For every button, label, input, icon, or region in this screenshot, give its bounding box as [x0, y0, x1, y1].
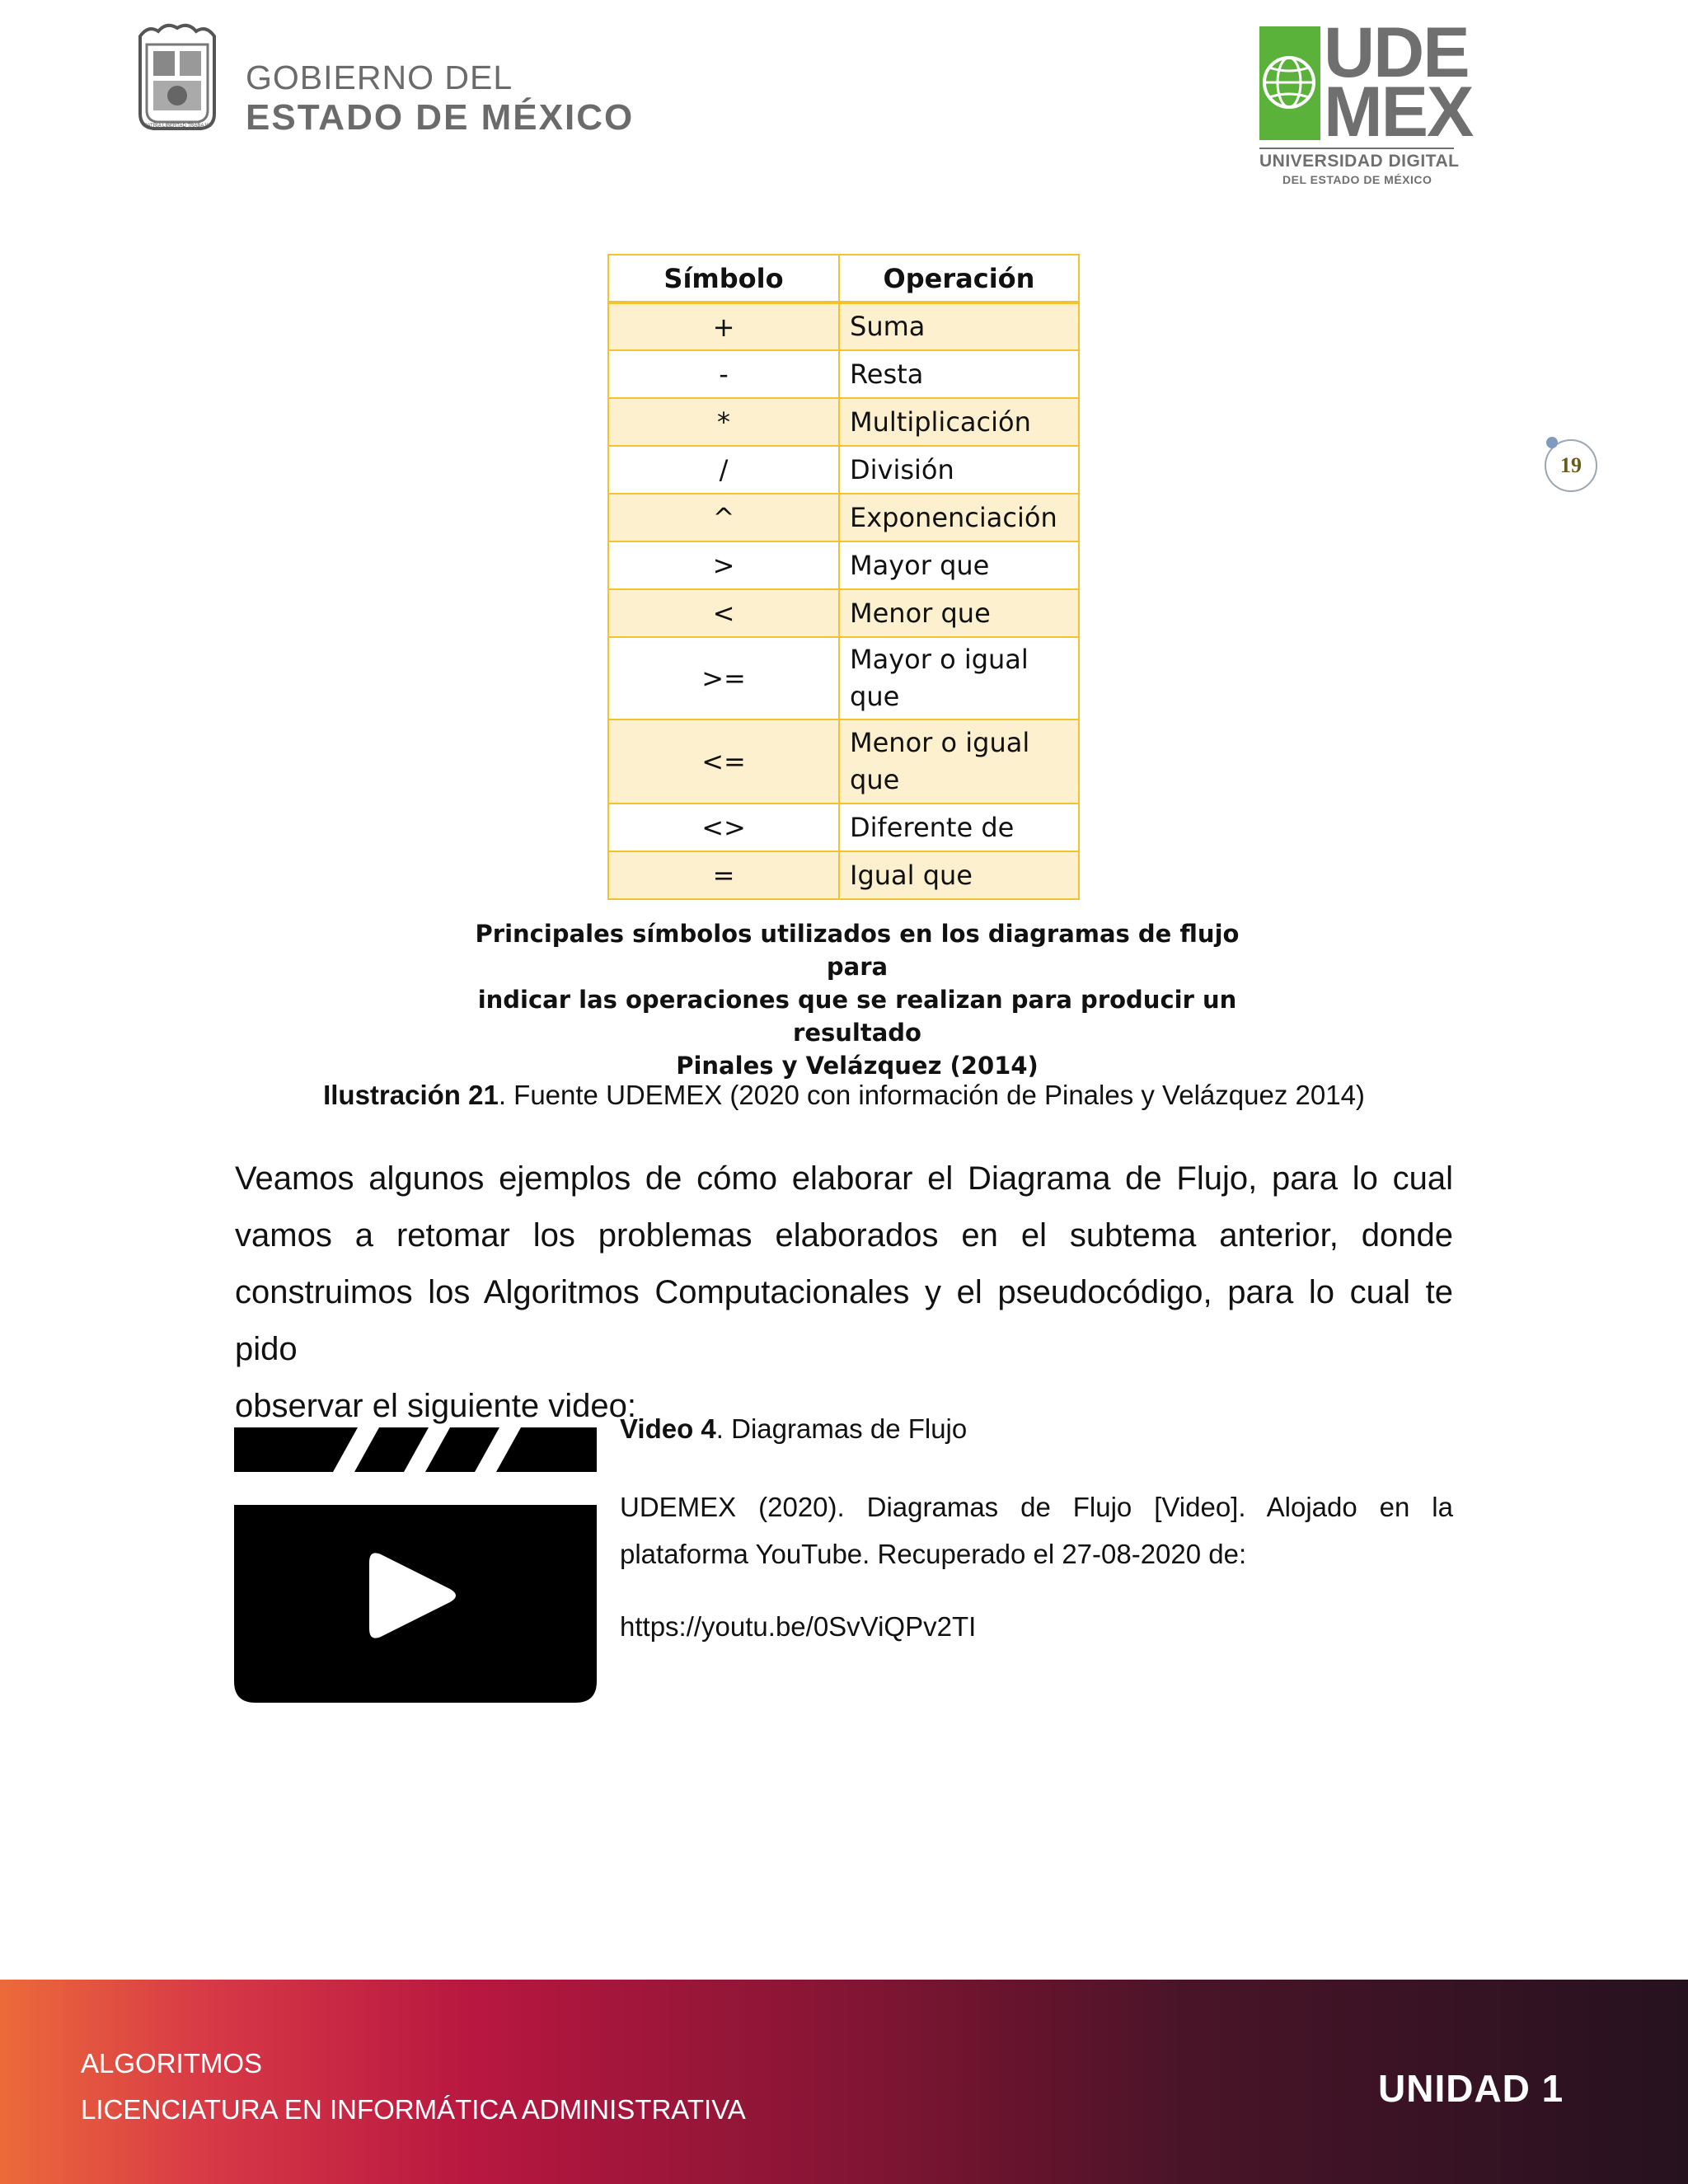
table-header-row [608, 255, 1079, 302]
symbol-cell: - [608, 350, 839, 398]
udemex-word2: MEX [1324, 73, 1473, 152]
table-row [608, 350, 1079, 398]
operation-cell: Suma [839, 302, 1079, 350]
table-caption [445, 917, 1269, 1082]
operation-cell: Diferente de [839, 804, 1079, 851]
paragraph-line4: observar el siguiente video: [235, 1388, 636, 1424]
operation-cell: Mayor o igual que [839, 637, 1079, 719]
page-number-dot [1546, 437, 1558, 448]
video-label: Video 4 [620, 1413, 716, 1444]
table-row [608, 541, 1079, 589]
illustration-label: Ilustración 21 [323, 1080, 499, 1110]
operation-cell: Mayor que [839, 541, 1079, 589]
caption-line1: Principales símbolos utilizados en los diagramas de flujo para [475, 920, 1240, 981]
operation-cell: Menor que [839, 589, 1079, 637]
operation-cell: Exponenciación [839, 494, 1079, 541]
udemex-word1: UDE [1324, 13, 1469, 92]
table-row [608, 589, 1079, 637]
paragraph-line3: construimos los Algoritmos Computacionales y el pseudocódigo, para lo cual te pido [235, 1274, 1453, 1367]
table-row [608, 494, 1079, 541]
symbol-cell: ^ [608, 494, 839, 541]
video-clapperboard-icon[interactable] [234, 1426, 597, 1704]
table-row [608, 637, 1079, 719]
table-row [608, 446, 1079, 494]
paragraph-line2: vamos a retomar los problemas elaborados en el subtema anterior, donde [235, 1217, 1453, 1254]
gov-line2: ESTADO DE MÉXICO [246, 97, 635, 138]
video-link[interactable]: https://youtu.be/0SvViQPv2TI [620, 1611, 977, 1642]
header-symbol: Símbolo [608, 255, 839, 302]
table-row [608, 804, 1079, 851]
operation-cell: Igual que [839, 851, 1079, 899]
caption-line3: Pinales y Velázquez (2014) [676, 1052, 1039, 1080]
footer-degree: LICENCIATURA EN INFORMÁTICA ADMINISTRATIVA [81, 2094, 746, 2125]
symbol-cell: > [608, 541, 839, 589]
table-row [608, 719, 1079, 804]
page-number: 19 [1545, 439, 1597, 492]
gobierno-seal-logo [132, 21, 223, 132]
operation-cell: Resta [839, 350, 1079, 398]
symbol-cell: <> [608, 804, 839, 851]
footer-course: ALGORITMOS [81, 2048, 263, 2079]
illustration-text: . Fuente UDEMEX (2020 con información de Pinales y Velázquez 2014) [498, 1080, 1365, 1110]
gov-line1: GOBIERNO DEL [246, 59, 513, 96]
symbol-cell: <= [608, 719, 839, 804]
header-operation: Operación [839, 255, 1079, 302]
operations-table [607, 254, 1080, 900]
symbol-cell: < [608, 589, 839, 637]
symbol-cell: + [608, 302, 839, 350]
gobierno-name [246, 61, 634, 136]
body-paragraph [235, 1151, 1453, 1435]
paragraph-line1: Veamos algunos ejemplos de cómo elaborar el Diagrama de Flujo, para lo cual [235, 1160, 1453, 1197]
symbol-cell: = [608, 851, 839, 899]
udemex-wordmark [1324, 13, 1473, 152]
table-row [608, 851, 1079, 899]
table-row [608, 398, 1079, 446]
operation-cell: Menor o igual que [839, 719, 1079, 804]
udemex-subtitle-1: UNIVERSIDAD DIGITAL [1259, 152, 1460, 171]
symbol-cell: * [608, 398, 839, 446]
svg-text:PATRIA LIBERTAD TRABAJO: PATRIA LIBERTAD TRABAJO [143, 124, 211, 129]
video-reference: UDEMEX (2020). Diagramas de Flujo [Video]. Alojado en la plataforma YouTube. Recuperado el 27-08-2020 de: [620, 1492, 1453, 1569]
footer-unit: UNIDAD 1 [1378, 2067, 1564, 2110]
caption-line2: indicar las operaciones que se realizan para producir un resultado [477, 986, 1237, 1047]
illustration-credit [99, 1080, 1589, 1111]
symbol-cell: / [608, 446, 839, 494]
udemex-subtitle-2: DEL ESTADO DE MÉXICO [1282, 173, 1432, 186]
operation-cell: División [839, 446, 1079, 494]
symbol-cell: >= [608, 637, 839, 719]
video-title-text: . Diagramas de Flujo [715, 1413, 968, 1444]
table-row [608, 302, 1079, 350]
video-title [620, 1413, 967, 1445]
operation-cell: Multiplicación [839, 398, 1079, 446]
